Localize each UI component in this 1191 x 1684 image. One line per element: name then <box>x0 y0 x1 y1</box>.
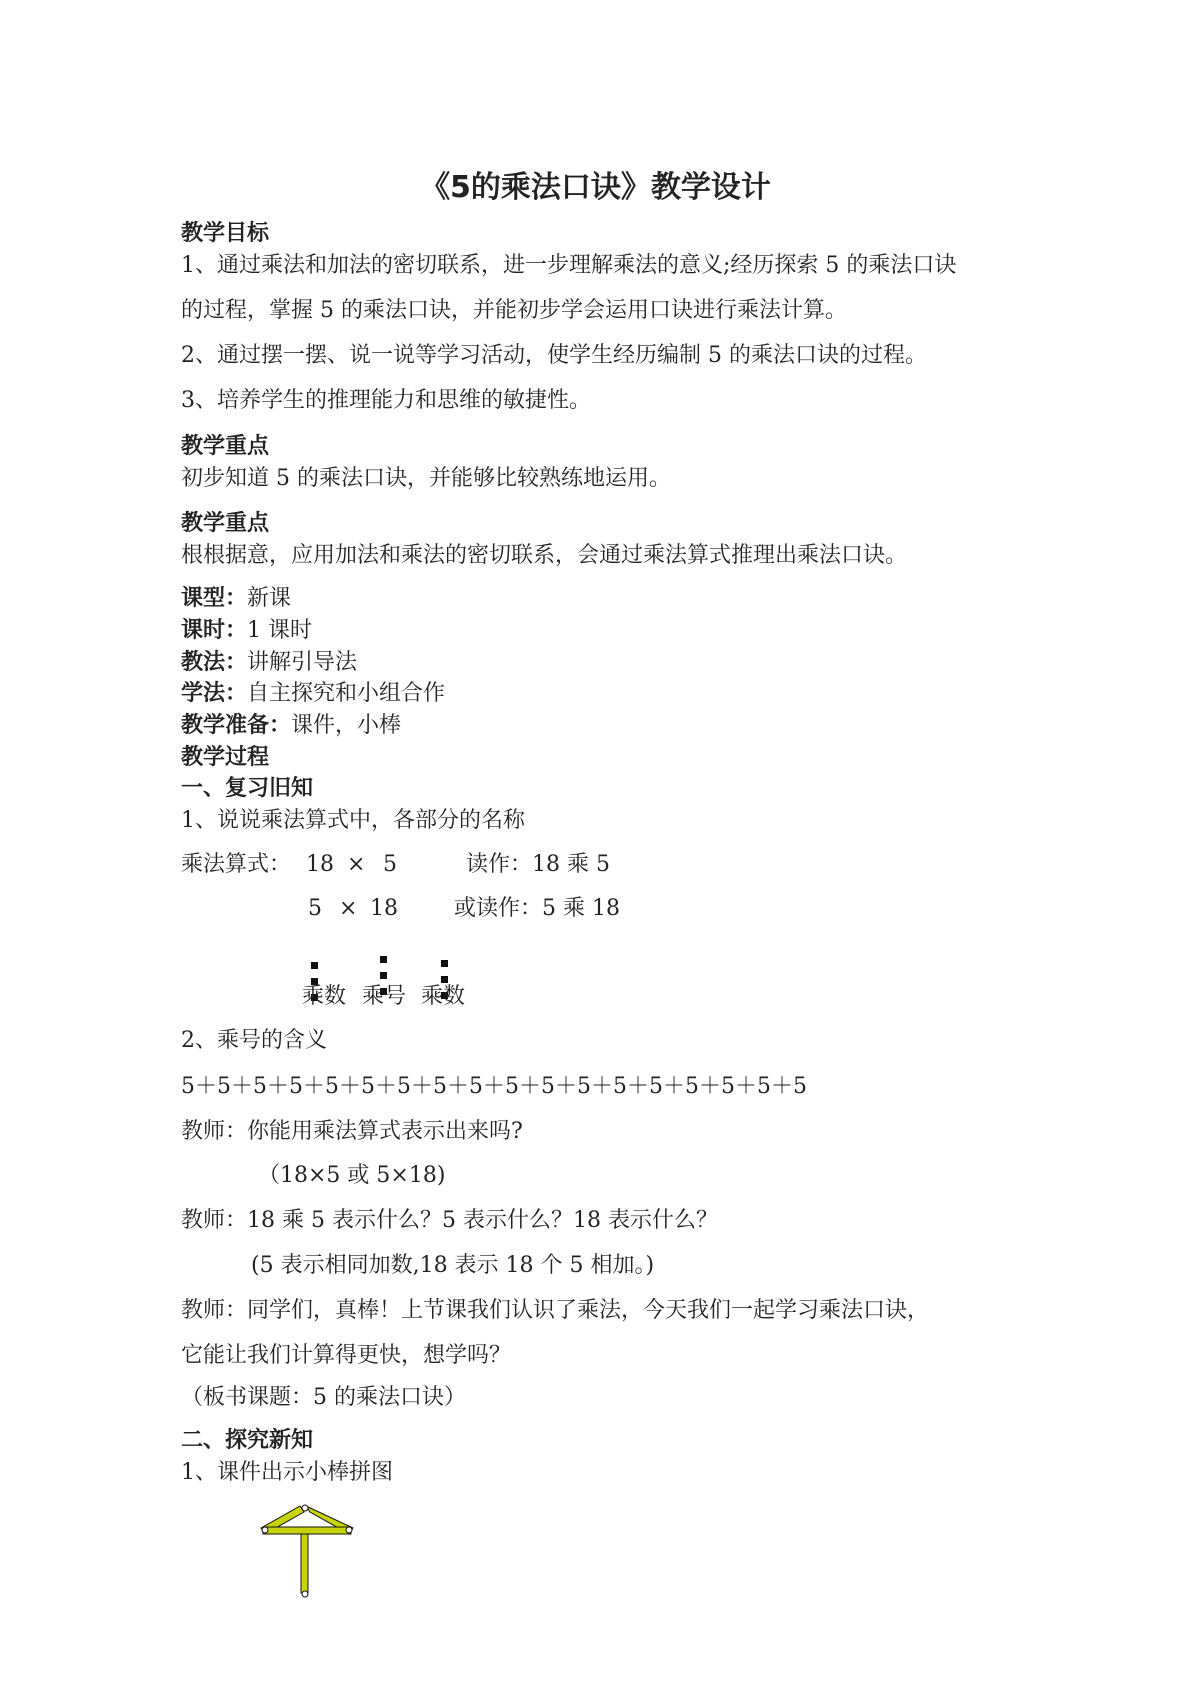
goal-item-3: 3、培养学生的推理能力和思维的敏捷性。 <box>181 388 591 413</box>
board-topic: （板书课题：5 的乘法口诀） <box>181 1385 466 1410</box>
goal-item-2: 2、通过摆一摆、说一说等学习活动，使学生经历编制 5 的乘法口诀的过程。 <box>181 343 927 368</box>
stick-bottom <box>301 1533 308 1593</box>
section-1-question-2: 2、乘号的含义 <box>181 1028 327 1053</box>
difficult-point-heading: 教学重点 <box>181 511 270 536</box>
section-2-heading: 二、探究新知 <box>181 1428 314 1453</box>
section-2-item-1: 1、课件出示小棒拼图 <box>181 1460 393 1485</box>
formula-1-reading: 读作：18 乘 5 <box>466 852 610 877</box>
stick-joint <box>262 1527 268 1533</box>
info-value: 课件，小棒 <box>291 713 402 738</box>
info-value: 讲解引导法 <box>247 650 358 675</box>
addition-sum: 5＋5＋5＋5＋5＋5＋5＋5＋5＋5＋5＋5＋5＋5＋5＋5＋5＋5 <box>181 1074 807 1099</box>
info-preparation <box>181 713 401 739</box>
pointer-dot <box>380 956 387 963</box>
formula-1-factor-b: 5 <box>383 852 397 877</box>
goal-item-1-line-1: 1、通过乘法和加法的密切联系，进一步理解乘法的意义;经历探索 5 的乘法口诀 <box>181 253 957 278</box>
pointer-dot <box>441 976 448 983</box>
section-1-heading: 一、复习旧知 <box>181 776 314 801</box>
key-point-heading: 教学重点 <box>181 434 270 459</box>
stick-joint <box>302 1505 308 1511</box>
answer-2: (5 表示相同加数,18 表示 18 个 5 相加。) <box>251 1253 655 1278</box>
info-value: 自主探究和小组合作 <box>247 681 446 706</box>
process-heading: 教学过程 <box>181 745 270 770</box>
teacher-speech-line-2: 它能让我们计算得更快，想学吗？ <box>181 1343 512 1368</box>
formula-2-factor-b: 18 <box>370 896 398 921</box>
stick-joint <box>302 1591 308 1597</box>
formula-label: 乘法算式： <box>181 852 292 877</box>
info-learning-method <box>181 681 445 707</box>
part-label-operator: 乘号 <box>362 984 407 1009</box>
info-label: 学法： <box>181 681 248 706</box>
section-1-question-1: 1、说说乘法算式中，各部分的名称 <box>181 808 525 833</box>
formula-2-factor-a: 5 <box>308 896 322 921</box>
info-lesson-type <box>181 586 291 612</box>
pointer-dot <box>311 962 318 969</box>
goals-heading: 教学目标 <box>181 221 270 246</box>
info-label: 教法： <box>181 650 248 675</box>
goal-item-1-line-2: 的过程，掌握 5 的乘法口诀，并能初步学会运用口诀进行乘法计算。 <box>181 298 847 323</box>
info-label: 教学准备： <box>181 713 292 738</box>
stick-top-bar <box>263 1527 351 1534</box>
answer-1: （18×5 或 5×18) <box>258 1163 446 1188</box>
part-label-factor-2: 乘数 <box>421 984 466 1009</box>
formula-1-operator: × <box>347 852 366 877</box>
info-label: 课型： <box>181 586 248 611</box>
key-point-text: 初步知道 5 的乘法口诀，并能够比较熟练地运用。 <box>181 466 671 491</box>
stick-puzzle-figure <box>255 1500 365 1600</box>
info-teaching-method <box>181 650 357 676</box>
difficult-point-text: 根根据意，应用加法和乘法的密切联系，会通过乘法算式推理出乘法口诀。 <box>181 543 908 568</box>
pointer-dot <box>380 972 387 979</box>
teacher-speech-line-1: 教师：同学们，真棒！上节课我们认识了乘法，今天我们一起学习乘法口诀， <box>181 1298 930 1323</box>
formula-2-operator: × <box>339 896 358 921</box>
info-value: 新课 <box>247 586 292 611</box>
info-value: 1 课时 <box>247 618 313 643</box>
teacher-question-2: 教师：18 乘 5 表示什么？5 表示什么？18 表示什么？ <box>181 1208 718 1233</box>
part-label-factor-1: 乘数 <box>302 984 347 1009</box>
teacher-question-1: 教师：你能用乘法算式表示出来吗? <box>181 1119 523 1144</box>
info-label: 课时： <box>181 618 248 643</box>
pointer-dot <box>441 960 448 967</box>
info-lesson-hours <box>181 618 312 644</box>
formula-2-reading: 或读作：5 乘 18 <box>454 896 620 921</box>
formula-1-factor-a: 18 <box>306 852 334 877</box>
page-title: 《5的乘法口诀》教学设计 <box>420 170 771 205</box>
stick-joint <box>346 1527 352 1533</box>
